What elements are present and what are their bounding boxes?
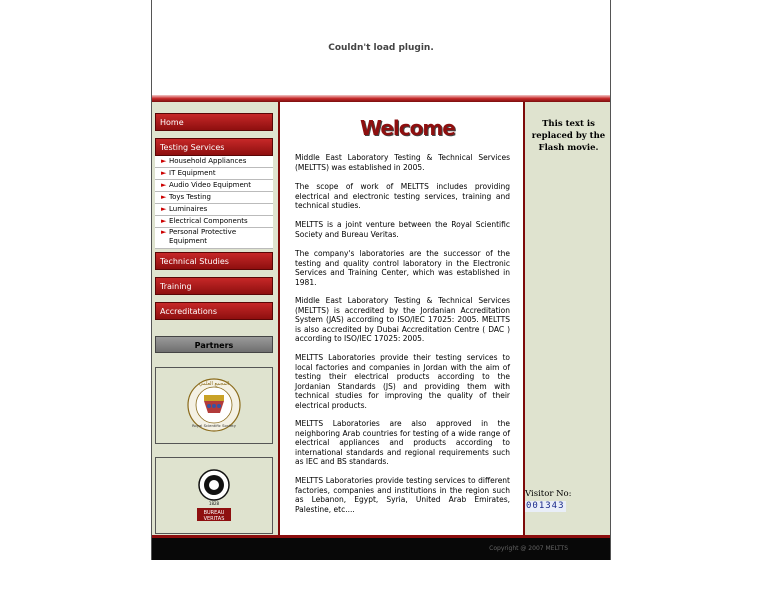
- nav-testing-services[interactable]: Testing Services: [155, 138, 273, 156]
- page-title: Welcome: [360, 116, 455, 140]
- bureau-veritas-logo-box[interactable]: [155, 457, 273, 534]
- visitor-label: Visitor No:: [525, 489, 572, 499]
- arrow-icon: ►: [161, 157, 167, 165]
- paragraph: The company's laboratories are the successor of the testing and quality control laboratory in the Electronic Services and Training Center, which was established in 1981.: [295, 249, 510, 287]
- sub-household-appliances[interactable]: [155, 156, 273, 168]
- right-sidebar: [523, 102, 610, 535]
- sub-item-label: Electrical Components: [169, 217, 248, 225]
- sub-item-label: Household Appliances: [169, 157, 247, 165]
- flash-placeholder-text: This text is replaced by the Flash movie.: [531, 119, 606, 153]
- arrow-icon: ►: [161, 217, 167, 225]
- sub-audio-video-equipment[interactable]: [155, 180, 273, 192]
- nav-technical-studies[interactable]: Technical Studies: [155, 252, 273, 270]
- header-divider: [152, 95, 610, 102]
- sub-item-label: IT Equipment: [169, 169, 216, 177]
- plugin-error-message: Couldn't load plugin.: [328, 43, 434, 53]
- paragraph: MELTTS Laboratories are also approved in the neighboring Arab countries for testing of a wide range of electrical appliances and products according to international standards and regional requirements such as IEC and BS standards.: [295, 419, 510, 467]
- footer: [152, 535, 610, 560]
- arrow-icon: ►: [161, 205, 167, 213]
- rss-logo-box[interactable]: [155, 367, 273, 444]
- sub-toys-testing[interactable]: [155, 192, 273, 204]
- nav-training[interactable]: Training: [155, 277, 273, 295]
- flash-plugin-area[interactable]: [152, 0, 610, 95]
- rss-logo: [156, 368, 272, 443]
- bureau-veritas-logo: [156, 458, 272, 533]
- sub-item-label: Personal Protective Equipment: [169, 228, 237, 245]
- paragraph: Middle East Laboratory Testing & Technical Services (MELTTS) was established in 2005.: [295, 153, 510, 172]
- paragraph: Middle East Laboratory Testing & Technical Services (MELTTS) is accredited by the Jordanian Accreditation System (JAS) according to ISO/IEC 17025: 2005. MELTTS is also accredited by Dubai Accreditation Centre ( DAC ) according to ISO/IEC 17025: 2005.: [295, 296, 510, 344]
- sub-electrical-components[interactable]: [155, 216, 273, 228]
- sub-item-label: Luminaires: [169, 205, 208, 213]
- main-content: [280, 102, 523, 535]
- visitor-counter: 001343: [526, 501, 565, 511]
- copyright-text: Copyright @ 2007 MELTTS: [489, 545, 568, 552]
- paragraph: The scope of work of MELTTS includes providing electrical and electronic testing services, training and technical studies.: [295, 182, 510, 211]
- arrow-icon: ►: [161, 169, 167, 177]
- svg-text:BUREAU: BUREAU: [203, 510, 225, 516]
- svg-text:Royal Scientific Society: Royal Scientific Society: [191, 423, 237, 428]
- paragraph: MELTTS is a joint venture between the Royal Scientific Society and Bureau Veritas.: [295, 220, 510, 239]
- nav-home[interactable]: Home: [155, 113, 273, 131]
- sub-item-label: Toys Testing: [169, 193, 211, 201]
- partners-header[interactable]: Partners: [155, 336, 273, 353]
- page-frame: [151, 0, 611, 560]
- svg-text:1828: 1828: [208, 501, 220, 506]
- sub-luminaires[interactable]: [155, 204, 273, 216]
- paragraph: MELTTS Laboratories provide their testing services to local factories and companies in Jordan with the aim of testing their electrical products according to the Jordanian Standards (JS) and providing them with technical studies for improving the quality of their electrical products.: [295, 353, 510, 410]
- svg-text:المجمع العلمي: المجمع العلمي: [198, 381, 230, 387]
- sub-item-label: Audio Video Equipment: [169, 181, 251, 189]
- sub-personal-protective-equipment[interactable]: [155, 228, 273, 249]
- sub-it-equipment[interactable]: [155, 168, 273, 180]
- arrow-icon: ►: [161, 228, 167, 236]
- svg-text:VERITAS: VERITAS: [203, 516, 225, 522]
- arrow-icon: ►: [161, 193, 167, 201]
- nav-accreditations[interactable]: Accreditations: [155, 302, 273, 320]
- left-sidebar: [152, 102, 280, 535]
- arrow-icon: ►: [161, 181, 167, 189]
- paragraph: MELTTS Laboratories provide testing services to different factories, companies and institutions in the region such as Lebanon, Egypt, Syria, United Arab Emirates, Palestine, etc....: [295, 476, 510, 514]
